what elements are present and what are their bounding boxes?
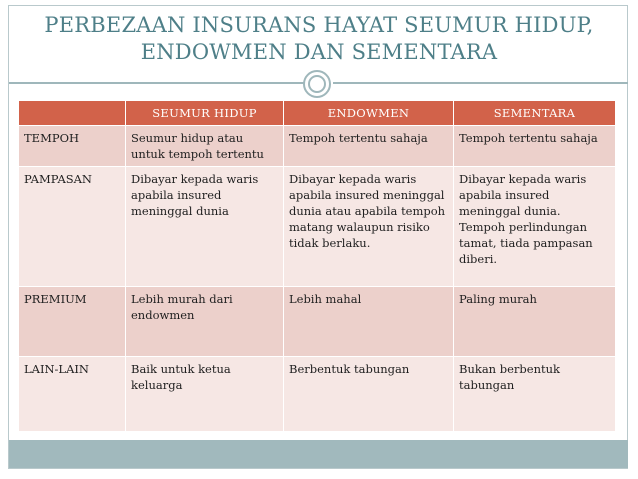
title-line-1: PERBEZAAN INSURANS HAYAT SEUMUR HIDUP, (44, 13, 594, 37)
title-divider-left (9, 82, 305, 84)
table-cell: Tempoh tertentu sahaja (284, 126, 454, 167)
row-label: PAMPASAN (19, 167, 126, 287)
column-header: SEMENTARA (454, 101, 616, 126)
table-cell: Baik untuk ketua keluarga (126, 357, 284, 432)
comparison-table (18, 100, 616, 432)
table-cell: Dibayar kepada waris apabila insured meninggal dunia. Tempoh perlindungan tamat, tiada pampasan diberi. (454, 167, 616, 287)
column-header (19, 101, 126, 126)
circle-ornament-icon (303, 70, 331, 98)
table-cell: Seumur hidup atau untuk tempoh tertentu (126, 126, 284, 167)
table-row (19, 357, 616, 432)
slide-title (0, 12, 638, 66)
row-label: TEMPOH (19, 126, 126, 167)
footer-accent-band (9, 440, 628, 468)
table-cell: Tempoh tertentu sahaja (454, 126, 616, 167)
column-header: ENDOWMEN (284, 101, 454, 126)
table-cell: Lebih murah dari endowmen (126, 287, 284, 357)
table-row (19, 287, 616, 357)
title-line-2: ENDOWMEN DAN SEMENTARA (140, 40, 498, 64)
table-cell: Lebih mahal (284, 287, 454, 357)
row-label: LAIN-LAIN (19, 357, 126, 432)
table-row (19, 167, 616, 287)
table-cell: Dibayar kepada waris apabila insured meninggal dunia (126, 167, 284, 287)
table-header-row (19, 101, 616, 126)
table-cell: Paling murah (454, 287, 616, 357)
title-divider-right (333, 82, 628, 84)
row-label: PREMIUM (19, 287, 126, 357)
table-cell: Bukan berbentuk tabungan (454, 357, 616, 432)
table-row (19, 126, 616, 167)
column-header: SEUMUR HIDUP (126, 101, 284, 126)
table-cell: Dibayar kepada waris apabila insured meninggal dunia atau apabila tempoh matang walaupun risiko tidak berlaku. (284, 167, 454, 287)
table-cell: Berbentuk tabungan (284, 357, 454, 432)
